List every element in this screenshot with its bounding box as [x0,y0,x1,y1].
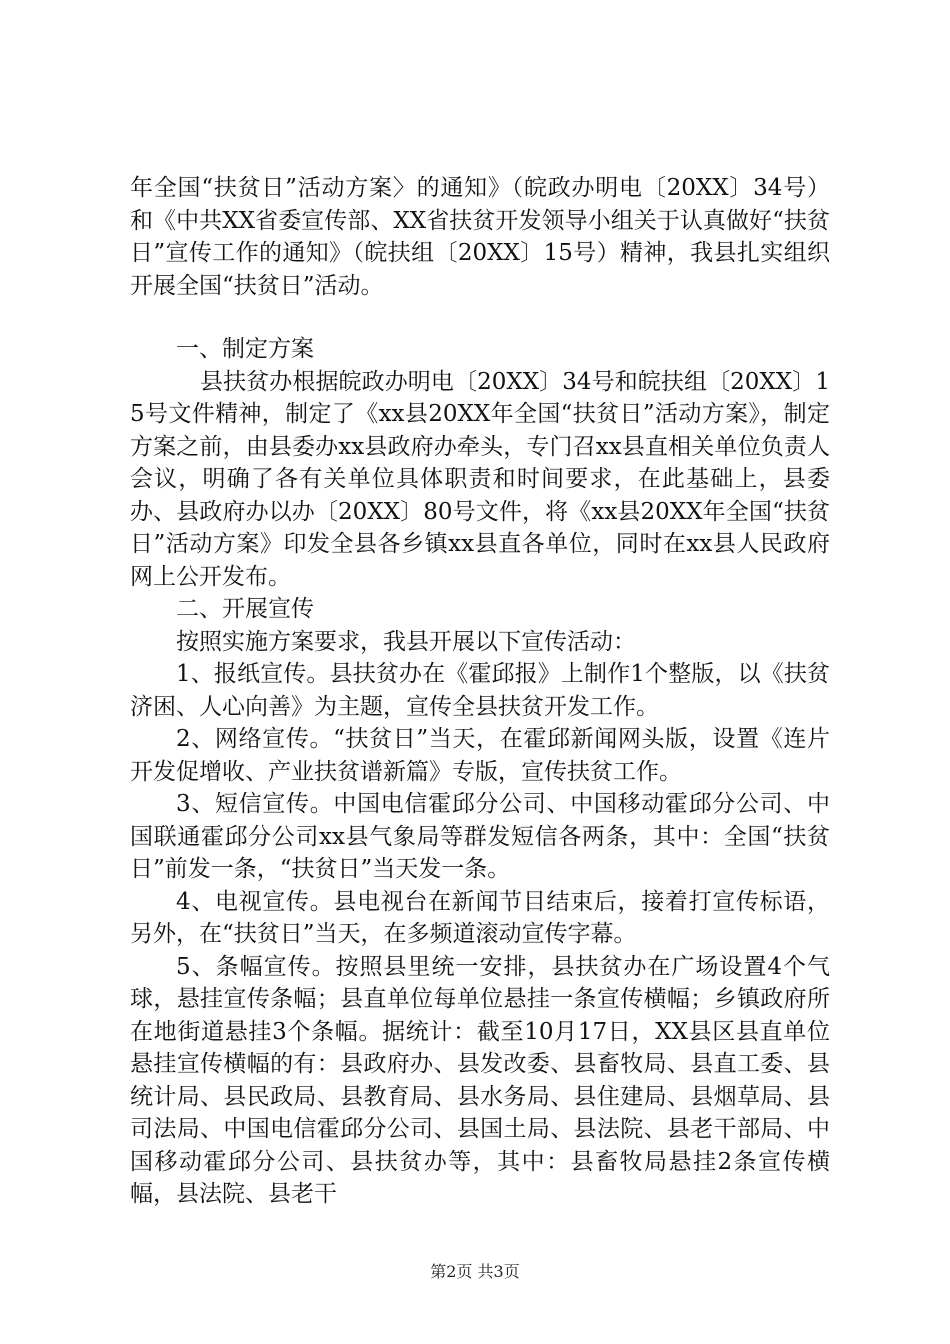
paragraph-intro: 年全国“扶贫日”活动方案〉的通知》（皖政办明电〔20XX〕34号）和《中共XX省委宣传部、XX省扶贫开发领导小组关于认真做好“扶贫日”宣传工作的通知》（皖扶组〔20XX〕15号）精神，我县扎实组织开展全国“扶贫日”活动。 [130,175,830,299]
list-item-tv: 4、电视宣传。县电视台在新闻节目结束后，接着打宣传标语，另外，在“扶贫日”当天，在多频道滚动宣传字幕。 [130,888,830,947]
list-item-sms: 3、短信宣传。中国电信霍邱分公司、中国移动霍邱分公司、中国联通霍邱分公司xx县气象局等群发短信各两条，其中：全国“扶贫日”前发一条，“扶贫日”当天发一条。 [130,791,830,882]
section-heading-2: 二、开展宣传 [176,596,314,622]
paragraph-section-2-intro: 按照实施方案要求，我县开展以下宣传活动： [176,628,636,655]
section-heading-1: 一、制定方案 [176,336,314,362]
list-item-banner: 5、条幅宣传。按照县里统一安排，县扶贫办在广场设置4个气球，悬挂宣传条幅；县直单位每单位悬挂一条宣传横幅；乡镇政府所在地街道悬挂3个条幅。据统计：截至10月17日，XX县区县直单位悬挂宣传横幅的有：县政府办、县发改委、县畜牧局、县直工委、县统计局、县民政局、县教育局、县水务局、县住建局、县烟草局、县司法局、中国电信霍邱分公司、县国土局、县法院、县老干部局、中国移动霍邱分公司、县扶贫办等，其中：县畜牧局悬挂2条宣传横幅，县法院、县老干 [130,953,830,1207]
document-body [130,172,830,1211]
page-number-footer: 第2页 共3页 [430,1262,520,1281]
paragraph-section-1: 县扶贫办根据皖政办明电〔20XX〕34号和皖扶组〔20XX〕15号文件精神，制定了《xx县20XX年全国“扶贫日”活动方案》，制定方案之前，由县委办xx县政府办牵头，专门召xx县直相关单位负责人会议，明确了各有关单位具体职责和时间要求，在此基础上，县委办、县政府办以办〔20XX〕80号文件，将《xx县20XX年全国“扶贫日”活动方案》印发全县各乡镇xx县直各单位，同时在xx县人民政府网上公开发布。 [130,368,830,590]
list-item-newspaper: 1、报纸宣传。县扶贫办在《霍邱报》上制作1个整版，以《扶贫济困、人心向善》为主题，宣传全县扶贫开发工作。 [130,661,830,720]
list-item-network: 2、网络宣传。“扶贫日”当天，在霍邱新闻网头版，设置《连片开发促增收、产业扶贫谱新篇》专版，宣传扶贫工作。 [130,726,830,785]
